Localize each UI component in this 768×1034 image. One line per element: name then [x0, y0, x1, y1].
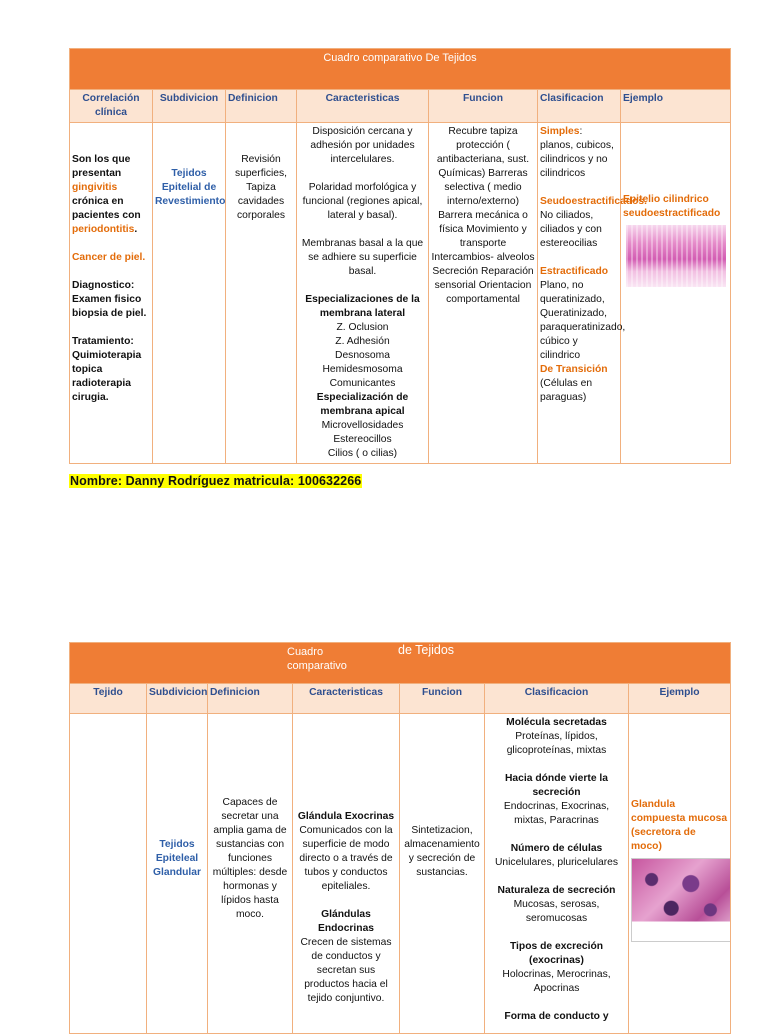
spacer	[487, 758, 626, 772]
transicion-text: (Células en paraguas)	[540, 378, 593, 403]
spacer	[487, 926, 626, 940]
endocrinas-text: Crecen de sistemas de conductos y secretan sus productos hacia el tejido conjuntivo.	[300, 937, 392, 1004]
spacer	[72, 321, 150, 335]
header-funcion: Funcion	[429, 90, 538, 123]
seudo-text: No ciliados, ciliados y con estereocilias	[540, 210, 602, 249]
header-subdivicion: Subdivicion	[147, 684, 208, 714]
forma-title: Forma de conducto y	[504, 1011, 609, 1022]
table-title-left: Cuadro comparativo	[287, 646, 347, 672]
spacer	[487, 996, 626, 1010]
exocrinas-text: Comunicados con la superficie de modo directo o a través de tubos y conductos epiteliales.	[299, 825, 393, 892]
estrat-title: Estractificado	[540, 266, 609, 277]
epithelium-micrograph-image	[626, 225, 726, 287]
spacer	[540, 181, 618, 195]
gland-micrograph-image	[631, 858, 731, 942]
table-title	[70, 643, 731, 684]
header-clasificacion: Clasificacion	[485, 684, 629, 714]
header-definicion: Definicion	[208, 684, 293, 714]
spacer	[72, 265, 150, 279]
caracteristica-polaridad: Polaridad morfológica y funcional (regiones apical, lateral y basal).	[302, 182, 423, 221]
tipos-text: Holocrinas, Merocrinas, Apocrinas	[502, 969, 611, 994]
molecula-title: Molécula secretadas	[506, 717, 607, 728]
cell-tejido	[70, 714, 147, 1034]
esp-apical-item: Cilios ( o cilias)	[327, 448, 398, 459]
cell-subdivicion	[153, 123, 226, 464]
endocrinas-title: Glándulas Endocrinas	[317, 909, 375, 934]
esp-apical-item: Microvellosidades	[321, 420, 404, 431]
spacer	[299, 167, 426, 181]
header-tejido: Tejido	[70, 684, 147, 714]
cell-clasificacion	[485, 714, 629, 1034]
numero-text: Unicelulares, pluricelulares	[494, 857, 619, 868]
definicion-text: Capaces de secretar una amplia gama de sustancias con funciones múltiples: desde hormonas y lípidos hasta moco.	[212, 797, 288, 920]
cell-correlacion	[70, 123, 153, 464]
ejemplo-text: Glandula compuesta mucosa (secretora de moco)	[631, 799, 728, 852]
tratamiento-text: Tratamiento: Quimioterapia topica radioterapia cirugia.	[72, 336, 142, 403]
subdivicion-text: Tejidos Epitelial de Revestimiento	[155, 168, 226, 207]
funcion-text: Recubre tapiza protección ( antibacteriana, sust. Químicas) Barreras selectiva ( medio interno/externo) Barrera mecánica o física Movimiento y transporte Intercambios- alveolos Secreción Reparación sensorial Orientacion comportamental	[431, 126, 535, 305]
cell-definicion	[208, 714, 293, 1034]
naturaleza-title: Naturaleza de secreción	[497, 885, 616, 896]
esp-apical-title: Especialización de membrana apical	[316, 392, 409, 417]
header-subdivicion: Subdivicion	[153, 90, 226, 123]
cell-ejemplo	[621, 123, 731, 464]
numero-title: Número de células	[510, 843, 603, 854]
spacer	[487, 828, 626, 842]
spacer	[72, 237, 150, 251]
header-clasificacion: Clasificacion	[538, 90, 621, 123]
table-title-text: Cuadro comparativo De Tejidos	[323, 52, 477, 64]
esp-lateral-title: Especializaciones de la membrana lateral	[305, 294, 420, 319]
header-caracteristicas: Caracteristicas	[297, 90, 429, 123]
molecula-text: Proteínas, lípidos, glicoproteínas, mixtas	[506, 731, 607, 756]
spacer	[487, 870, 626, 884]
cell-caracteristicas	[293, 714, 400, 1034]
header-caracteristicas: Caracteristicas	[293, 684, 400, 714]
subdivicion-text: Tejidos Epiteleal Glandular	[152, 839, 202, 878]
tipos-title: Tipos de excreción (exocrinas)	[509, 941, 604, 966]
definicion-text: Revisión superficies, Tapiza cavidades corporales	[234, 154, 288, 221]
cancer-label: Cancer de piel.	[72, 252, 146, 263]
student-name-banner: Nombre: Danny Rodríguez matricula: 100632266	[70, 474, 362, 488]
correlacion-text-mid: crónica en pacientes con	[72, 196, 141, 221]
header-ejemplo: Ejemplo	[621, 90, 731, 123]
cell-ejemplo	[629, 714, 731, 1034]
seudo-title: Seudoestractificados.	[540, 196, 648, 207]
simples-text: planos, cubicos, cilindricos y no cilindricos	[540, 140, 614, 179]
correlacion-paragraph	[72, 153, 150, 237]
cell-definicion	[226, 123, 297, 464]
table-title	[70, 49, 731, 90]
exocrinas-title: Glándula Exocrinas	[297, 811, 395, 822]
transicion-title: De Transición	[540, 364, 608, 375]
cell-caracteristicas	[297, 123, 429, 464]
funcion-text: Sintetizacion, almacenamiento y secreción de sustancias.	[404, 825, 480, 878]
esp-lateral-item: Z. Oclusion	[336, 322, 389, 333]
cell-clasificacion: Simples: planos, cubicos, cilindricos y no cilindricos Seudoestractificados. No ciliados, ciliados y con estereocilias Estractificado Plano, no queratinizado, Queratinizado, paraqueratinizado, cúbico y cilindrico De Transición (Células en paraguas)	[538, 123, 621, 464]
comparison-table-glandular	[69, 642, 731, 1034]
spacer	[299, 223, 426, 237]
table-title-right: de Tejidos	[398, 643, 455, 657]
caracteristica-disposicion: Disposición cercana y adhesión por unidades intercelulares.	[310, 126, 415, 165]
diagnostico-text: Diagnostico: Examen fisico biopsia de piel.	[72, 280, 147, 319]
spacer	[540, 251, 618, 265]
correlacion-text: Son los que presentan	[72, 154, 131, 179]
gingivitis-term: gingivitis	[72, 182, 118, 193]
cell-funcion	[400, 714, 485, 1034]
periodontitis-term: periodontitis	[72, 224, 135, 235]
estrat-text: Plano, no queratinizado, Queratinizado, paraqueratinizado, cúbico y cilindrico	[540, 280, 626, 361]
header-funcion: Funcion	[400, 684, 485, 714]
spacer	[299, 279, 426, 293]
hacia-title: Hacia dónde vierte la secreción	[504, 773, 608, 798]
caracteristica-membrana-basal: Membranas basal a la que se adhiere su superficie basal.	[301, 238, 424, 277]
naturaleza-text: Mucosas, serosas, seromucosas	[513, 899, 600, 924]
comparison-table-revestimiento	[69, 48, 731, 464]
simples-title: Simples	[540, 126, 580, 137]
spacer	[295, 894, 397, 908]
esp-lateral-item: Hemidesmosoma	[322, 364, 403, 375]
header-definicion: Definicion	[226, 90, 297, 123]
header-ejemplo: Ejemplo	[629, 684, 731, 714]
esp-lateral-item: Desnosoma	[335, 350, 390, 361]
ejemplo-text: Epitelio cilindrico seudoestractificado	[623, 194, 721, 219]
correlacion-text-end: .	[134, 224, 138, 235]
esp-lateral-item: Comunicantes	[329, 378, 396, 389]
hacia-text: Endocrinas, Exocrinas, mixtas, Paracrinas	[503, 801, 610, 826]
esp-apical-item: Estereocillos	[333, 434, 392, 445]
header-correlacion: Correlación clínica	[70, 90, 153, 123]
esp-lateral-item: Z. Adhesión	[335, 336, 390, 347]
cell-subdivicion	[147, 714, 208, 1034]
cell-funcion	[429, 123, 538, 464]
